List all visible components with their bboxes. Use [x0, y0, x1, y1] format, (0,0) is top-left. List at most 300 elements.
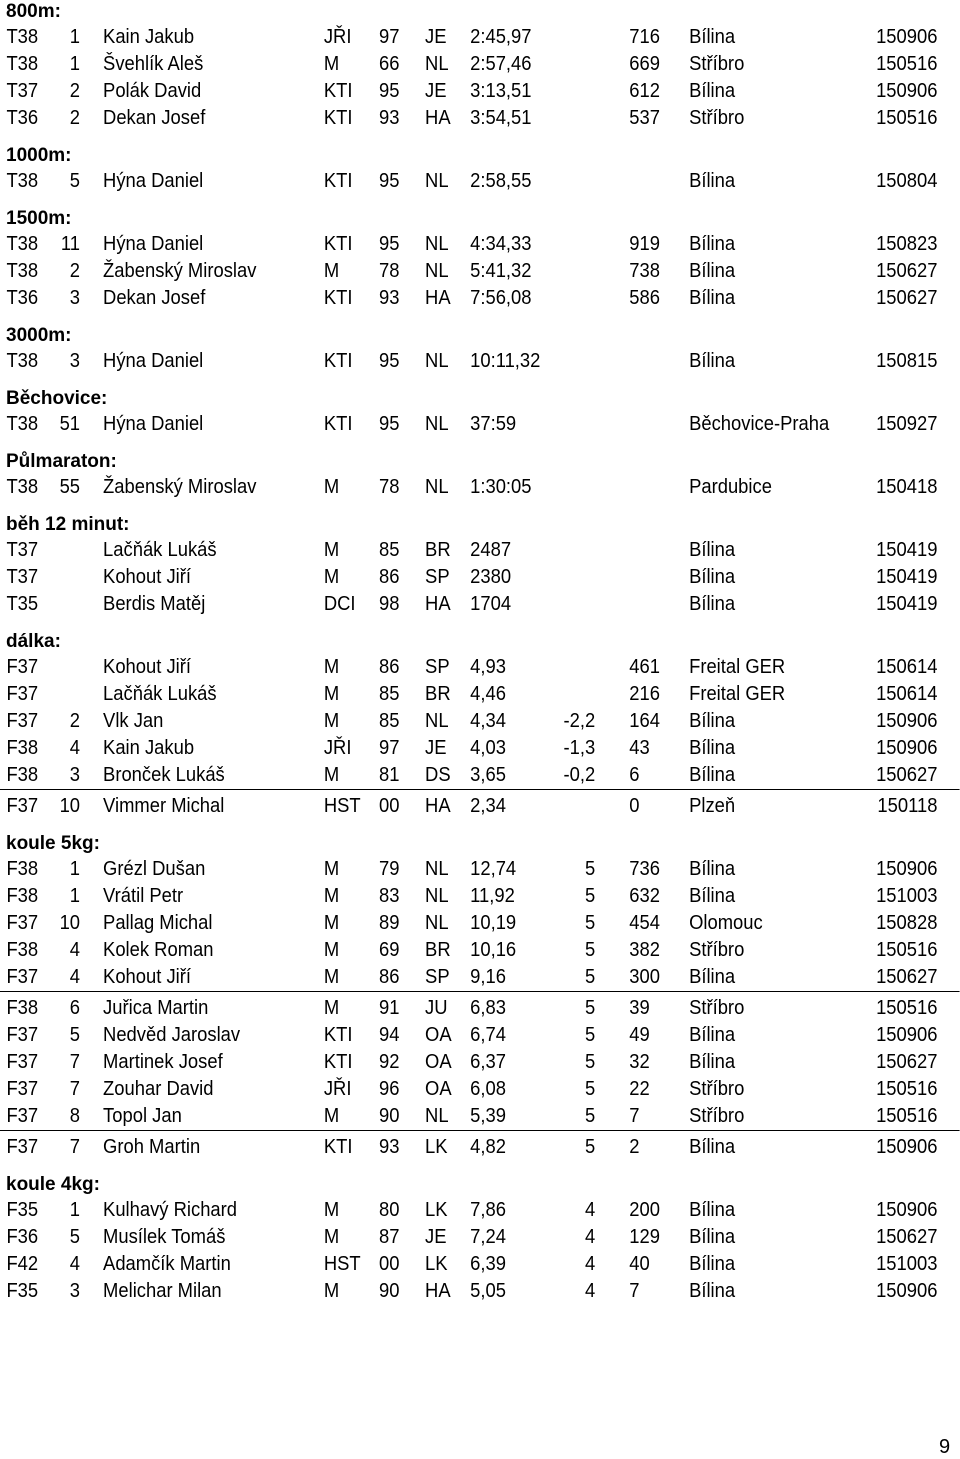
athlete-name: Musílek Tomáš — [103, 1226, 226, 1248]
birth-year-cell: 85 — [379, 710, 400, 732]
points-cell: 22 — [629, 1078, 650, 1100]
athlete-name: Vlk Jan — [103, 710, 164, 732]
place-cell: 5 — [69, 170, 81, 192]
athlete-name: Polák David — [103, 80, 202, 102]
birth-year-cell: 00 — [379, 795, 400, 817]
result-row — [0, 793, 960, 820]
event-section — [0, 0, 960, 132]
result-cell: 6,83 — [470, 997, 506, 1019]
result-cell: 10:11,32 — [470, 350, 541, 372]
class-cell: T38 — [6, 233, 39, 255]
result-row — [0, 105, 960, 132]
result-row — [0, 24, 960, 51]
place-cell: 3 — [69, 764, 81, 786]
result-row — [0, 564, 960, 591]
wind-cell: -0,2 — [563, 764, 596, 786]
location-cell: Bílina — [689, 710, 736, 732]
date-cell: 150419 — [876, 539, 938, 561]
event-section — [0, 324, 960, 375]
points-cell: 461 — [629, 656, 660, 678]
place-cell: 4 — [69, 737, 81, 759]
athlete-name: Bronček Lukáš — [103, 764, 225, 786]
category-cell: NL — [425, 912, 449, 934]
date-cell: 150823 — [876, 233, 938, 255]
birth-year-cell: 94 — [379, 1024, 400, 1046]
category-cell: HA — [425, 593, 451, 615]
athlete-name: Kohout Jiří — [103, 566, 192, 588]
location-cell: Bílina — [689, 539, 736, 561]
location-cell: Bílina — [689, 170, 736, 192]
place-cell: 3 — [69, 287, 81, 309]
place-cell: 5 — [69, 1226, 81, 1248]
location-cell: Bílina — [689, 858, 736, 880]
athlete-name: Hýna Daniel — [103, 413, 204, 435]
category-cell: BR — [425, 683, 451, 705]
place-cell: 2 — [69, 107, 81, 129]
category-cell: SP — [425, 566, 450, 588]
location-cell: Bílina — [689, 885, 736, 907]
birth-year-cell: 95 — [379, 80, 400, 102]
result-cell: 2380 — [470, 566, 512, 588]
result-cell: 3,65 — [470, 764, 506, 786]
club-cell: KTI — [323, 413, 353, 435]
birth-year-cell: 97 — [379, 737, 400, 759]
class-cell: F38 — [6, 885, 39, 907]
event-section — [0, 1173, 960, 1305]
wind-cell: 5 — [585, 1051, 596, 1073]
category-cell: NL — [425, 476, 449, 498]
location-cell: Stříbro — [689, 997, 745, 1019]
points-cell: 537 — [629, 107, 660, 129]
date-cell: 150627 — [876, 287, 938, 309]
athlete-name: Kohout Jiří — [103, 966, 192, 988]
place-cell: 8 — [69, 1105, 81, 1127]
result-cell: 4,03 — [470, 737, 506, 759]
club-cell: JŘI — [323, 737, 352, 759]
wind-cell: 4 — [585, 1199, 596, 1221]
birth-year-cell: 93 — [379, 1136, 400, 1158]
class-cell: F35 — [6, 1280, 39, 1302]
result-row — [0, 681, 960, 708]
birth-year-cell: 92 — [379, 1051, 400, 1073]
class-cell: F37 — [6, 1051, 39, 1073]
location-cell: Bílina — [689, 566, 736, 588]
category-cell: BR — [425, 539, 451, 561]
result-row — [0, 856, 960, 883]
date-cell: 150906 — [876, 858, 938, 880]
result-row — [0, 1197, 960, 1224]
birth-year-cell: 86 — [379, 656, 400, 678]
birth-year-cell: 85 — [379, 683, 400, 705]
club-cell: M — [323, 539, 340, 561]
date-cell: 150906 — [876, 26, 938, 48]
club-cell: JŘI — [323, 26, 352, 48]
result-row — [0, 51, 960, 78]
points-cell: 919 — [629, 233, 660, 255]
club-cell: M — [323, 53, 340, 75]
place-cell: 2 — [69, 80, 81, 102]
result-row — [0, 1076, 960, 1103]
result-cell: 2:45,97 — [470, 26, 532, 48]
category-cell: SP — [425, 656, 450, 678]
class-cell: T38 — [6, 26, 39, 48]
result-cell: 2,34 — [470, 795, 506, 817]
birth-year-cell: 00 — [379, 1253, 400, 1275]
location-cell: Bílina — [689, 260, 736, 282]
wind-cell: -2,2 — [563, 710, 596, 732]
class-cell: T37 — [6, 566, 39, 588]
date-cell: 150516 — [876, 107, 938, 129]
club-cell: M — [323, 710, 340, 732]
date-cell: 150516 — [876, 1105, 938, 1127]
result-cell: 7,24 — [470, 1226, 506, 1248]
points-cell: 738 — [629, 260, 660, 282]
athlete-name: Švehlík Aleš — [103, 53, 204, 75]
points-cell: 0 — [629, 795, 640, 817]
category-cell: LK — [425, 1136, 448, 1158]
result-cell: 10,16 — [470, 939, 517, 961]
wind-cell: 5 — [585, 939, 596, 961]
event-section — [0, 387, 960, 438]
club-cell: KTI — [323, 80, 353, 102]
result-row — [0, 1251, 960, 1278]
club-cell: M — [323, 1280, 340, 1302]
date-cell: 150627 — [876, 966, 938, 988]
result-cell: 2:57,46 — [470, 53, 532, 75]
location-cell: Bílina — [689, 1253, 736, 1275]
category-cell: BR — [425, 939, 451, 961]
category-cell: NL — [425, 260, 449, 282]
place-cell: 2 — [69, 710, 81, 732]
result-cell: 6,74 — [470, 1024, 506, 1046]
points-cell: 40 — [629, 1253, 650, 1275]
points-cell: 7 — [629, 1280, 640, 1302]
location-cell: Běchovice-Praha — [689, 413, 830, 435]
date-cell: 150627 — [876, 1226, 938, 1248]
athlete-name: Hýna Daniel — [103, 350, 204, 372]
place-cell: 10 — [59, 795, 81, 817]
event-heading: 1500m: — [6, 208, 72, 229]
result-row — [0, 995, 960, 1022]
date-cell: 150418 — [876, 476, 938, 498]
athlete-name: Melichar Milan — [103, 1280, 222, 1302]
category-cell: OA — [425, 1051, 452, 1073]
event-section — [0, 513, 960, 618]
event-heading: koule 4kg: — [6, 1174, 100, 1195]
result-cell: 2:58,55 — [470, 170, 532, 192]
club-cell: DCI — [323, 593, 356, 615]
wind-cell: 5 — [585, 885, 596, 907]
result-row — [0, 1134, 960, 1161]
place-cell: 7 — [69, 1051, 81, 1073]
event-heading: 1000m: — [6, 145, 72, 166]
club-cell: M — [323, 966, 340, 988]
date-cell: 150516 — [876, 939, 938, 961]
athlete-name: Žabenský Miroslav — [103, 476, 257, 498]
points-cell: 49 — [629, 1024, 650, 1046]
points-cell: 6 — [629, 764, 640, 786]
class-cell: F42 — [6, 1253, 39, 1275]
result-cell: 9,16 — [470, 966, 506, 988]
club-cell: KTI — [323, 107, 353, 129]
athlete-name: Hýna Daniel — [103, 170, 204, 192]
place-cell: 4 — [69, 1253, 81, 1275]
place-cell: 5 — [69, 1024, 81, 1046]
category-cell: OA — [425, 1078, 452, 1100]
wind-cell: 5 — [585, 997, 596, 1019]
club-cell: M — [323, 1105, 340, 1127]
points-cell: 200 — [629, 1199, 660, 1221]
points-cell: 2 — [629, 1136, 640, 1158]
event-section — [0, 630, 960, 820]
result-cell: 4,82 — [470, 1136, 506, 1158]
result-row — [0, 654, 960, 681]
result-cell: 3:13,51 — [470, 80, 532, 102]
result-row — [0, 1103, 960, 1131]
birth-year-cell: 89 — [379, 912, 400, 934]
location-cell: Bílina — [689, 1199, 736, 1221]
class-cell: F37 — [6, 1105, 39, 1127]
category-cell: HA — [425, 1280, 451, 1302]
event-section — [0, 144, 960, 195]
date-cell: 150614 — [876, 683, 938, 705]
wind-cell: 5 — [585, 1078, 596, 1100]
result-cell: 10,19 — [470, 912, 517, 934]
place-cell: 1 — [69, 53, 81, 75]
place-cell: 4 — [69, 939, 81, 961]
result-cell: 4,34 — [470, 710, 506, 732]
club-cell: M — [323, 260, 340, 282]
result-row — [0, 285, 960, 312]
result-row — [0, 1224, 960, 1251]
result-cell: 6,39 — [470, 1253, 506, 1275]
result-row — [0, 708, 960, 735]
points-cell: 454 — [629, 912, 660, 934]
place-cell: 3 — [69, 1280, 81, 1302]
points-cell: 736 — [629, 858, 660, 880]
class-cell: T37 — [6, 80, 39, 102]
location-cell: Bílina — [689, 350, 736, 372]
athlete-name: Pallag Michal — [103, 912, 213, 934]
date-cell: 150815 — [876, 350, 938, 372]
category-cell: SP — [425, 966, 450, 988]
club-cell: KTI — [323, 287, 353, 309]
category-cell: NL — [425, 350, 449, 372]
category-cell: JE — [425, 1226, 447, 1248]
wind-cell: 5 — [585, 1105, 596, 1127]
birth-year-cell: 87 — [379, 1226, 400, 1248]
place-cell: 1 — [69, 858, 81, 880]
result-row — [0, 411, 960, 438]
athlete-name: Juřica Martin — [103, 997, 209, 1019]
birth-year-cell: 85 — [379, 539, 400, 561]
birth-year-cell: 95 — [379, 233, 400, 255]
points-cell: 632 — [629, 885, 660, 907]
athlete-name: Dekan Josef — [103, 287, 206, 309]
location-cell: Bílina — [689, 737, 736, 759]
category-cell: HA — [425, 287, 451, 309]
result-row — [0, 537, 960, 564]
date-cell: 150906 — [876, 1136, 938, 1158]
class-cell: T38 — [6, 170, 39, 192]
date-cell: 150627 — [876, 260, 938, 282]
location-cell: Freital GER — [689, 656, 786, 678]
class-cell: F35 — [6, 1199, 39, 1221]
result-cell: 5,39 — [470, 1105, 506, 1127]
result-cell: 1704 — [470, 593, 512, 615]
location-cell: Bílina — [689, 1280, 736, 1302]
points-cell: 164 — [629, 710, 660, 732]
category-cell: JE — [425, 80, 447, 102]
result-cell: 5:41,32 — [470, 260, 532, 282]
class-cell: F37 — [6, 683, 39, 705]
athlete-name: Kain Jakub — [103, 737, 195, 759]
club-cell: M — [323, 764, 340, 786]
club-cell: HST — [323, 1253, 361, 1275]
class-cell: F36 — [6, 1226, 39, 1248]
result-cell: 3:54,51 — [470, 107, 532, 129]
event-section — [0, 832, 960, 1161]
athlete-name: Hýna Daniel — [103, 233, 204, 255]
result-row — [0, 348, 960, 375]
date-cell: 150906 — [876, 1199, 938, 1221]
club-cell: KTI — [323, 1051, 353, 1073]
result-cell: 11,92 — [470, 885, 515, 907]
location-cell: Freital GER — [689, 683, 786, 705]
points-cell: 39 — [629, 997, 650, 1019]
club-cell: M — [323, 476, 340, 498]
category-cell: HA — [425, 107, 451, 129]
date-cell: 150804 — [876, 170, 938, 192]
birth-year-cell: 98 — [379, 593, 400, 615]
location-cell: Stříbro — [689, 107, 745, 129]
category-cell: JE — [425, 26, 447, 48]
location-cell: Bílina — [689, 1136, 736, 1158]
date-cell: 150419 — [876, 593, 938, 615]
class-cell: F37 — [6, 710, 39, 732]
birth-year-cell: 83 — [379, 885, 400, 907]
class-cell: T37 — [6, 539, 39, 561]
place-cell: 3 — [69, 350, 81, 372]
location-cell: Bílina — [689, 1226, 736, 1248]
points-cell: 586 — [629, 287, 660, 309]
athlete-name: Zouhar David — [103, 1078, 214, 1100]
birth-year-cell: 95 — [379, 170, 400, 192]
points-cell: 669 — [629, 53, 660, 75]
place-cell: 1 — [69, 26, 81, 48]
birth-year-cell: 90 — [379, 1105, 400, 1127]
birth-year-cell: 93 — [379, 107, 400, 129]
birth-year-cell: 86 — [379, 566, 400, 588]
wind-cell: 4 — [585, 1280, 596, 1302]
result-row — [0, 1022, 960, 1049]
club-cell: M — [323, 566, 340, 588]
category-cell: HA — [425, 795, 451, 817]
class-cell: F37 — [6, 966, 39, 988]
birth-year-cell: 95 — [379, 350, 400, 372]
birth-year-cell: 96 — [379, 1078, 400, 1100]
date-cell: 150614 — [876, 656, 938, 678]
event-heading: 800m: — [6, 1, 61, 22]
points-cell: 43 — [629, 737, 650, 759]
location-cell: Bílina — [689, 233, 736, 255]
page-number: 9 — [939, 1436, 951, 1458]
location-cell: Bílina — [689, 26, 736, 48]
class-cell: T38 — [6, 476, 39, 498]
class-cell: F38 — [6, 858, 39, 880]
club-cell: M — [323, 1226, 340, 1248]
result-row — [0, 78, 960, 105]
club-cell: KTI — [323, 1024, 353, 1046]
place-cell: 7 — [69, 1078, 81, 1100]
place-cell: 6 — [69, 997, 81, 1019]
class-cell: T38 — [6, 413, 39, 435]
points-cell: 216 — [629, 683, 660, 705]
athlete-name: Lačňák Lukáš — [103, 683, 217, 705]
birth-year-cell: 86 — [379, 966, 400, 988]
club-cell: M — [323, 997, 340, 1019]
location-cell: Stříbro — [689, 53, 745, 75]
date-cell: 151003 — [876, 885, 938, 907]
category-cell: DS — [425, 764, 451, 786]
athlete-name: Groh Martin — [103, 1136, 201, 1158]
result-row — [0, 910, 960, 937]
location-cell: Bílina — [689, 764, 736, 786]
event-heading: Běchovice: — [6, 388, 108, 409]
birth-year-cell: 97 — [379, 26, 400, 48]
category-cell: JU — [425, 997, 448, 1019]
date-cell: 150906 — [876, 1280, 938, 1302]
result-row — [0, 474, 960, 501]
points-cell: 32 — [629, 1051, 650, 1073]
date-cell: 150906 — [876, 710, 938, 732]
location-cell: Pardubice — [689, 476, 772, 498]
result-cell: 4:34,33 — [470, 233, 532, 255]
athlete-name: Lačňák Lukáš — [103, 539, 217, 561]
class-cell: T36 — [6, 107, 39, 129]
class-cell: T35 — [6, 593, 39, 615]
location-cell: Bílina — [689, 1051, 736, 1073]
date-cell: 150516 — [876, 1078, 938, 1100]
class-cell: F37 — [6, 1136, 39, 1158]
class-cell: F37 — [6, 1078, 39, 1100]
athlete-name: Grézl Dušan — [103, 858, 206, 880]
category-cell: NL — [425, 233, 449, 255]
class-cell: F37 — [6, 656, 39, 678]
athlete-name: Martinek Josef — [103, 1051, 223, 1073]
result-row — [0, 258, 960, 285]
category-cell: JE — [425, 737, 447, 759]
result-cell: 4,46 — [470, 683, 506, 705]
club-cell: HST — [323, 795, 361, 817]
wind-cell: 4 — [585, 1253, 596, 1275]
location-cell: Bílina — [689, 966, 736, 988]
location-cell: Stříbro — [689, 939, 745, 961]
date-cell: 150906 — [876, 1024, 938, 1046]
club-cell: M — [323, 858, 340, 880]
athlete-name: Nedvěd Jaroslav — [103, 1024, 241, 1046]
result-cell: 12,74 — [470, 858, 517, 880]
athlete-name: Kolek Roman — [103, 939, 214, 961]
club-cell: KTI — [323, 1136, 353, 1158]
place-cell: 10 — [59, 912, 81, 934]
location-cell: Bílina — [689, 287, 736, 309]
date-cell: 150516 — [876, 997, 938, 1019]
place-cell: 1 — [69, 1199, 81, 1221]
result-cell: 7,86 — [470, 1199, 506, 1221]
class-cell: F37 — [6, 1024, 39, 1046]
wind-cell: 5 — [585, 1024, 596, 1046]
